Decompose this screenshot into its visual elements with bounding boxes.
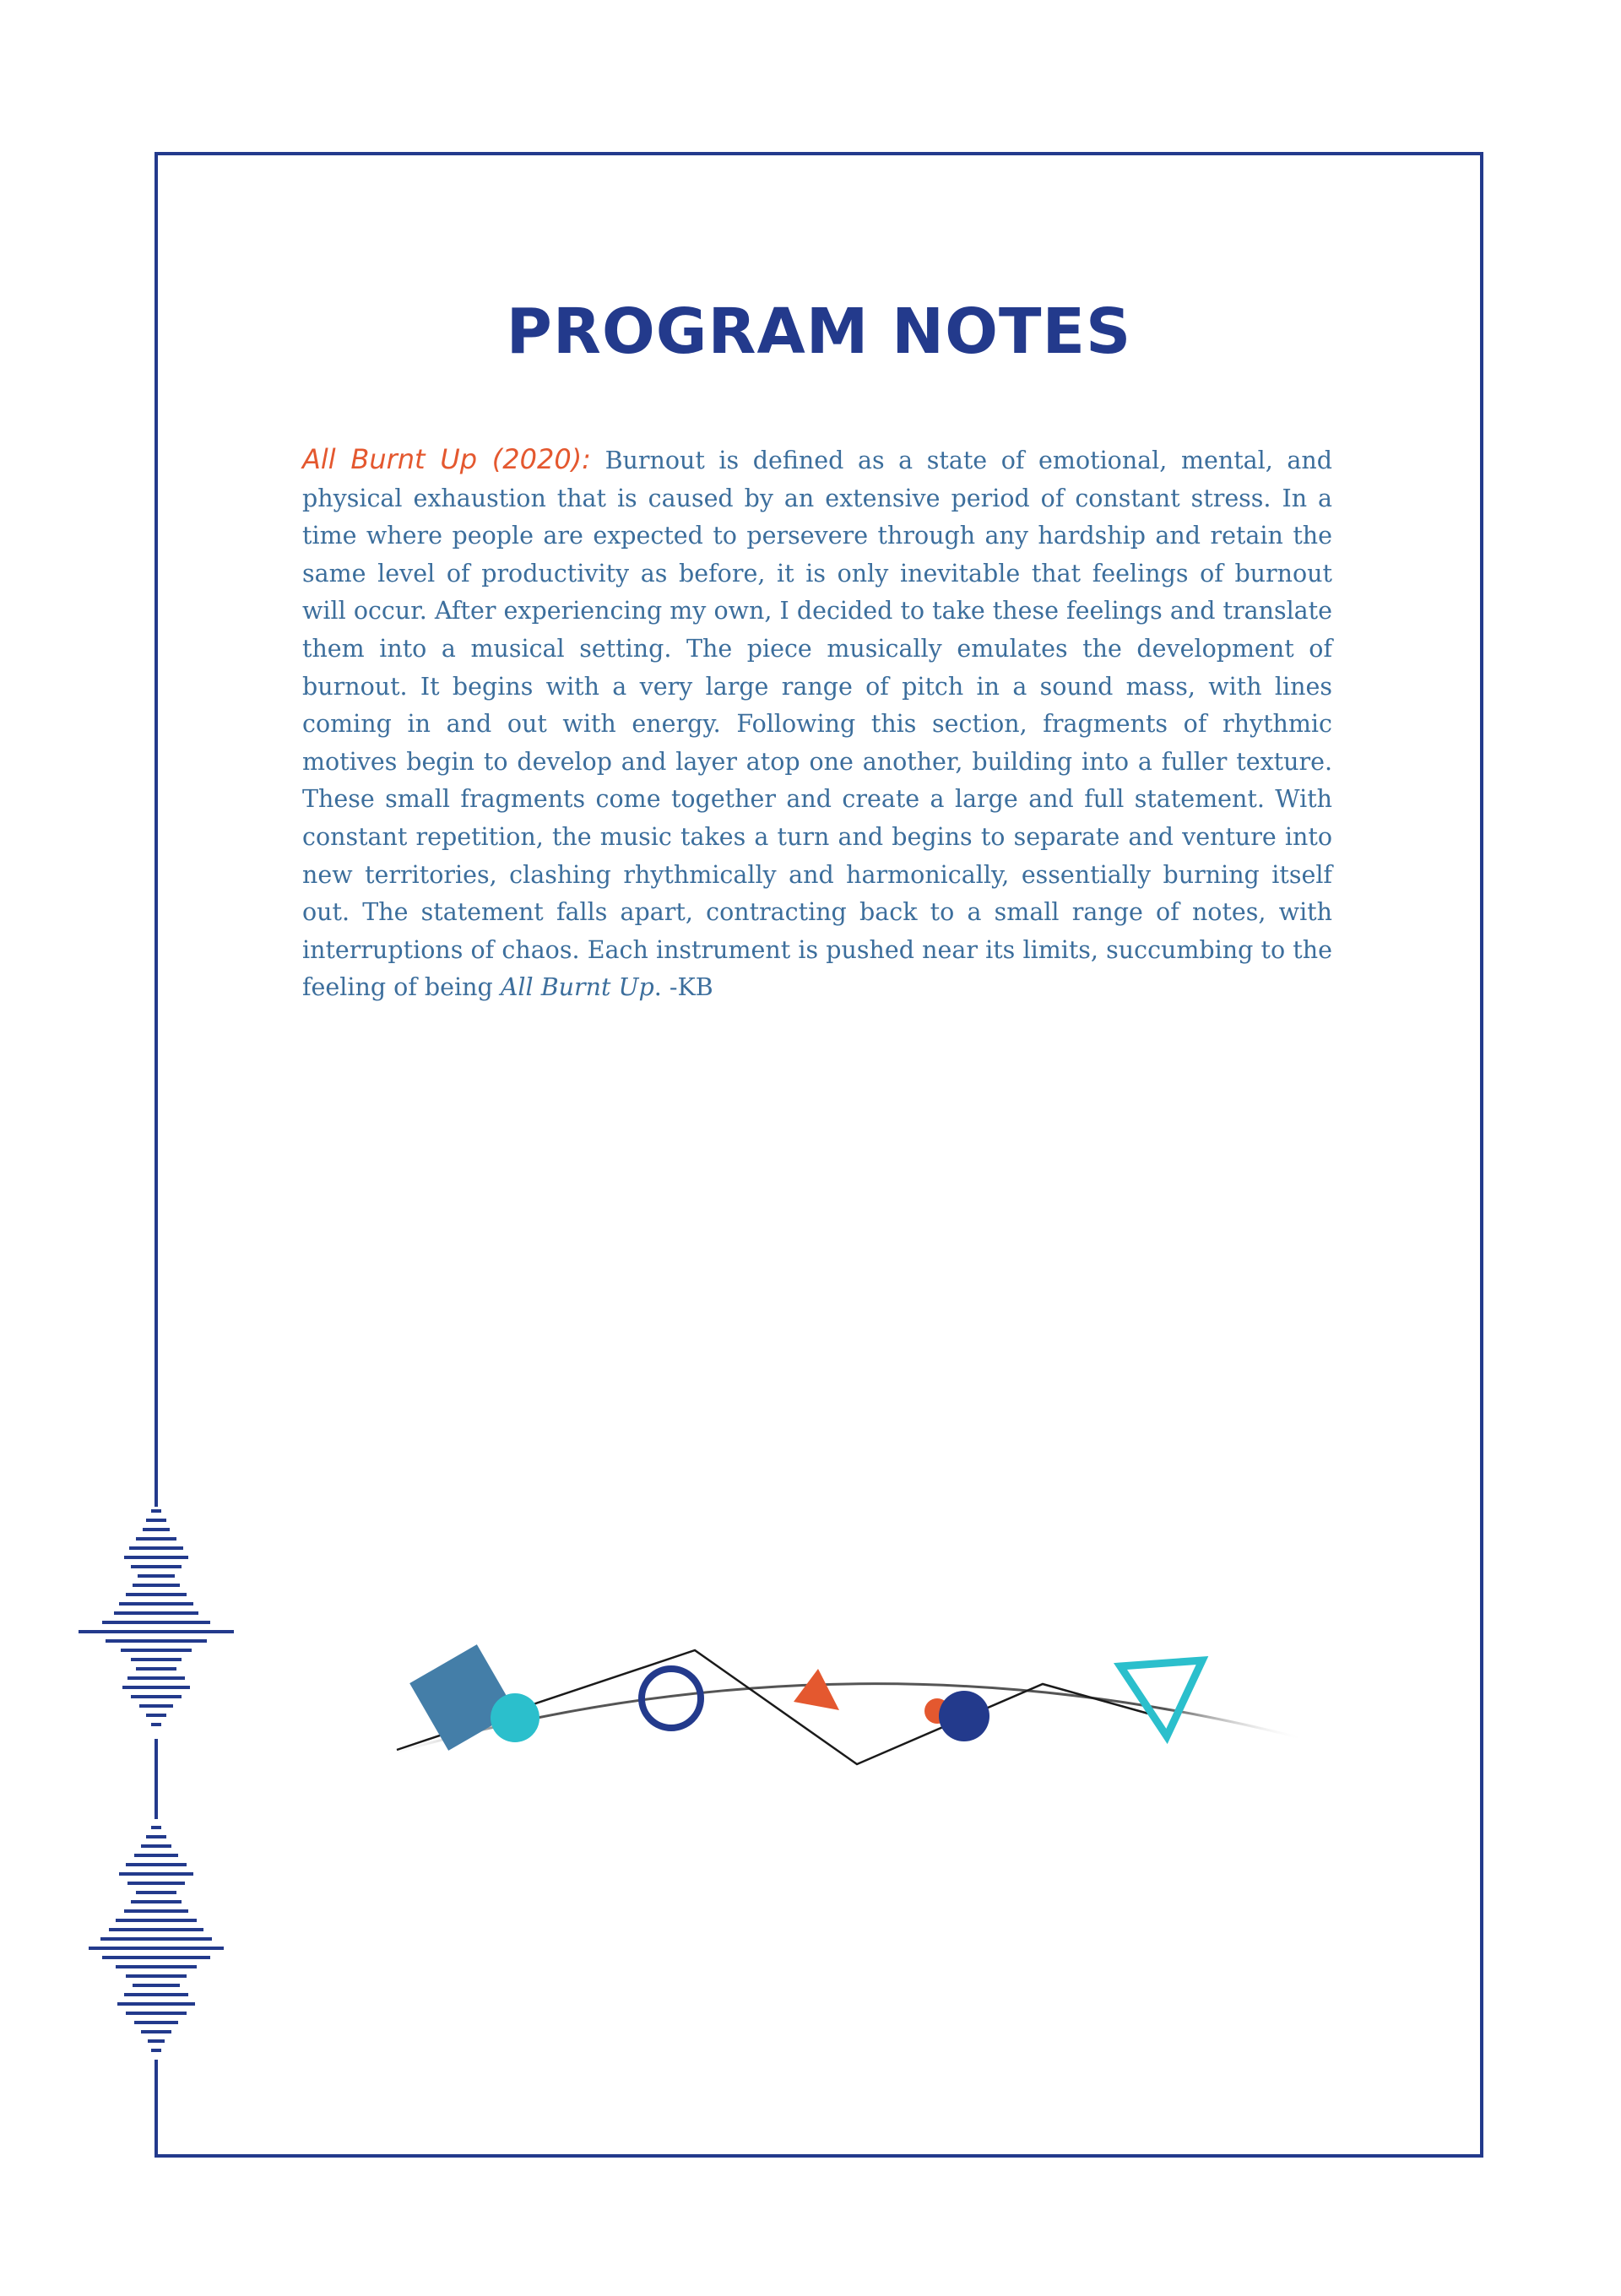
note-signature: . -KB	[653, 973, 713, 1002]
piece-title: All Burnt Up (2020):	[302, 443, 591, 475]
navy-circle-shape	[939, 1691, 989, 1741]
note-emphasis: All Burnt Up	[500, 973, 654, 1002]
triangle-shape	[794, 1669, 839, 1710]
cyan-circle-shape	[491, 1693, 539, 1742]
note-body: Burnout is defined as a state of emotional, mental, and physical exhaustion that is caused by an extensive period of constant stress. In a time where people are expected to persevere through any hardship and retain the same level of productivity as before, it is only inevitable that feelings of burnout will occur. After experiencing my own, I decided to take these feelings and translate them into a musical setting. The piece musically emulates the development of burnout. It begins with a very large range of pitch in a sound mass, with lines coming in and out with energy. Following this section, fragments of rhythmic motives begin to develop and layer atop one another, building into a fuller texture. These small fragments come together and create a large and full statement. With constant repetition, the music takes a turn and begins to separate and venture into new territories, clashing rhythmically and harmonically, essentially burning itself out. The statement falls apart, contracting back to a small range of notes, with interruptions of chaos. Each instrument is pushed near its limits, succumbing to the feeling of being	[302, 447, 1333, 1002]
triangle-outline-shape	[1120, 1660, 1202, 1736]
page-title: PROGRAM NOTES	[506, 295, 1132, 368]
